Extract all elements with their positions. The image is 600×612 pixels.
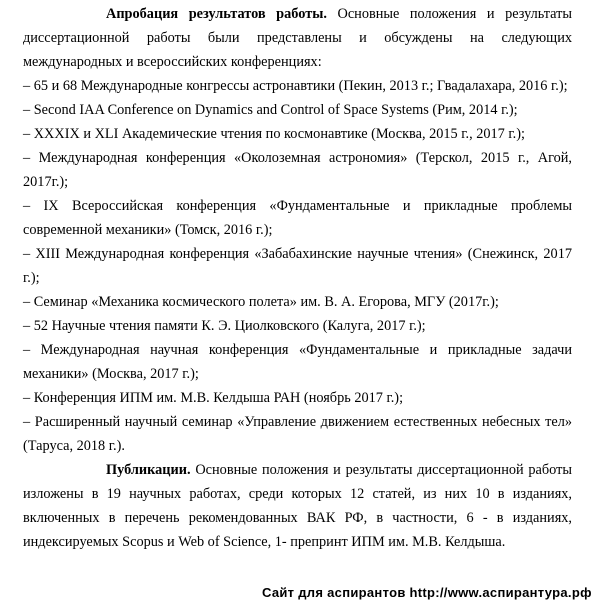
conference-item: – Конференция ИПМ им. М.В. Келдыша РАН (ноябрь 2017 г.); — [23, 390, 404, 406]
publications-paragraph — [23, 458, 572, 554]
conference-item: – XXXIX и XLI Академические чтения по космонавтике (Москва, 2015 г., 2017 г.); — [23, 126, 525, 142]
conference-item: – Second IAA Conference on Dynamics and Control of Space Systems (Рим, 2014 г.); — [23, 102, 518, 118]
conference-item: – 52 Научные чтения памяти К. Э. Циолковского (Калуга, 2017 г.); — [23, 318, 426, 334]
conference-item: – Семинар «Механика космического полета» им. В. А. Егорова, МГУ (2017г.); — [23, 294, 499, 310]
approbation-text: Основные положения и результаты диссертационной работы были представлены и обсуждены на следующих международных и всероссийских конференциях: — [23, 6, 572, 70]
conference-item: – Международная конференция «Околоземная астрономия» (Терскол, 2015 г., Агой, 2017г.); — [23, 150, 572, 190]
approbation-paragraph — [23, 0, 572, 74]
conference-item: – IX Всероссийская конференция «Фундаментальные и прикладные проблемы современной механики» (Томск, 2016 г.); — [23, 198, 572, 238]
conference-item: – Расширенный научный семинар «Управление движением естественных небесных тел» (Таруса, 2018 г.). — [23, 414, 572, 454]
conference-item: – Международная научная конференция «Фундаментальные и прикладные задачи механики» (Москва, 2017 г.); — [23, 342, 572, 382]
conference-item: – 65 и 68 Международные конгрессы астронавтики (Пекин, 2013 г.; Гвадалахара, 2016 г.); — [23, 78, 568, 94]
publications-text: Основные положения и результаты диссертационной работы изложены в 19 научных работах, среди которых 12 статей, из них 10 в изданиях, включенных в перечень рекомендованных ВАК РФ, в частности, 6 - в изданиях, индексируемых Scopus и Web of Science, 1- препринт ИПМ им. М.В. Келдыша. — [23, 462, 572, 550]
approbation-heading: Апробация результатов работы. — [106, 6, 327, 22]
publications-heading: Публикации. — [106, 462, 191, 478]
conference-item: – XIII Международная конференция «Забабахинские научные чтения» (Снежинск, 2017 г.); — [23, 246, 572, 286]
site-footer: Сайт для аспирантов http://www.аспирантура.рф — [262, 585, 592, 600]
